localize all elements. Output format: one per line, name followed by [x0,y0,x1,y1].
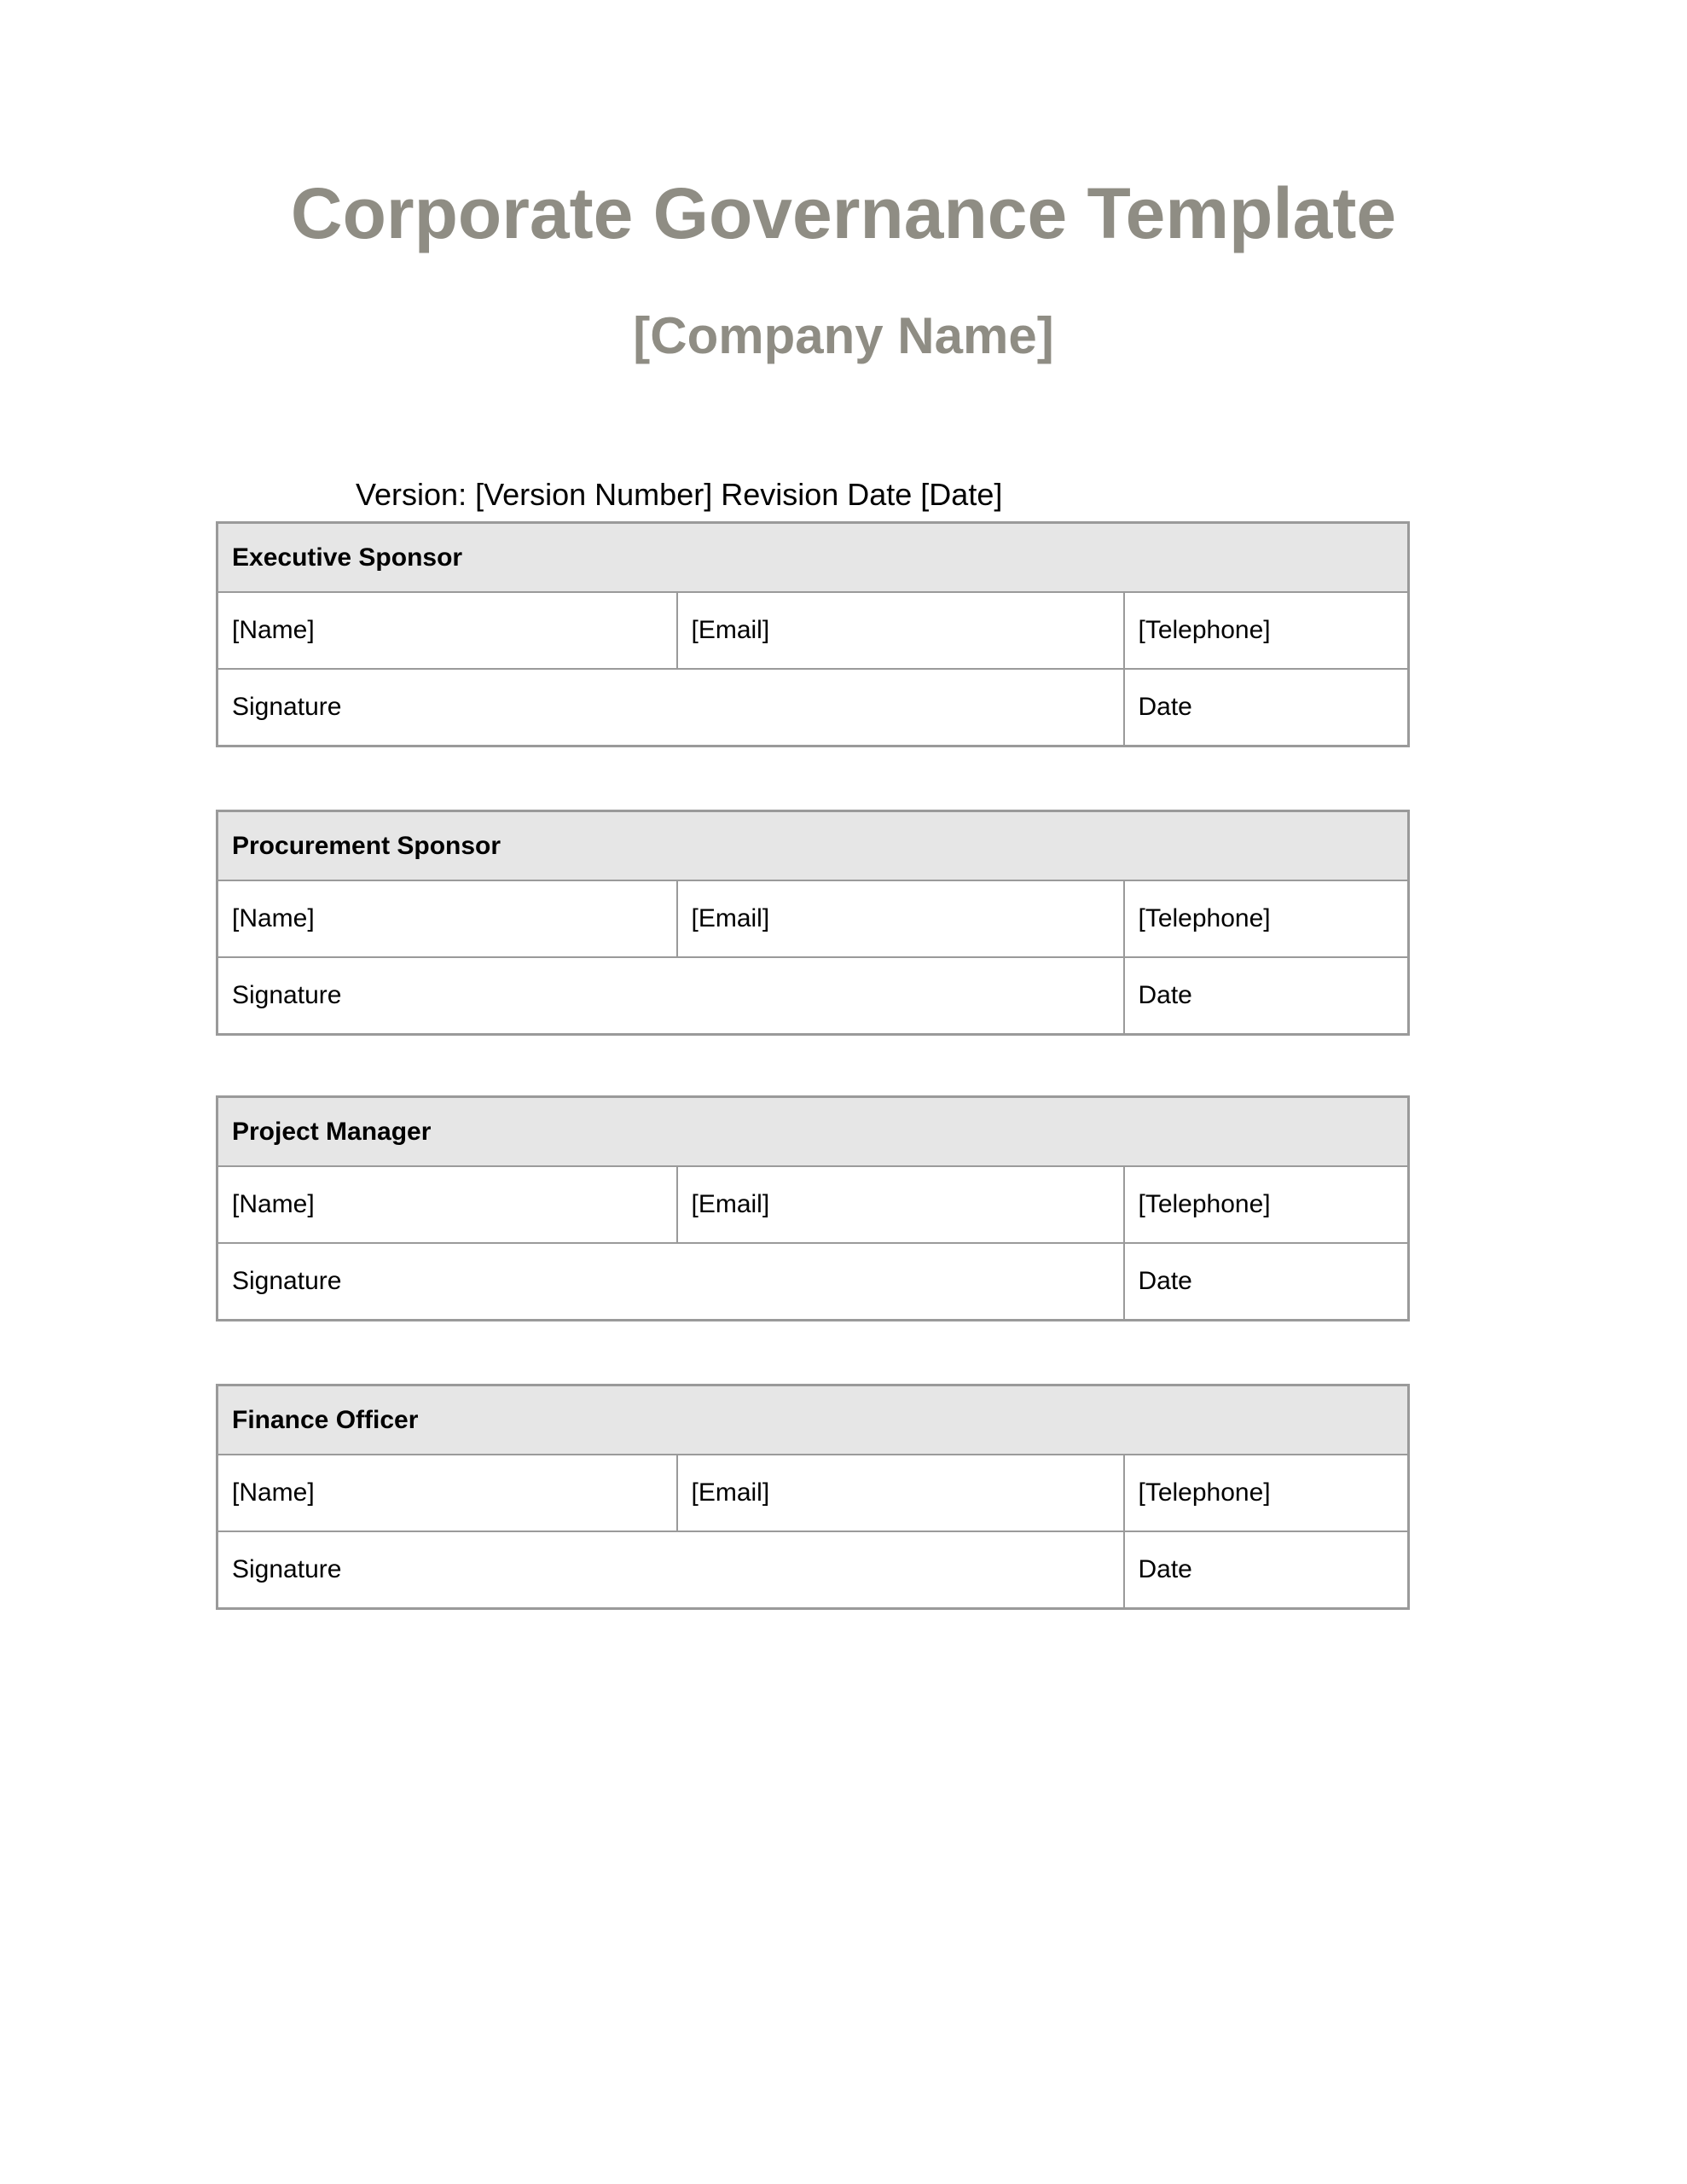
section-header-executive-sponsor [217,523,1409,593]
name-field[interactable] [217,592,677,669]
company-name-placeholder: [Company Name] [633,307,1054,364]
name-placeholder: [Name] [232,1190,315,1218]
email-placeholder: [Email] [691,904,770,932]
section-title: Finance Officer [232,1405,419,1434]
page-title: Corporate Governance Template [290,173,1397,253]
table-row [217,811,1409,881]
signature-label: Signature [232,1267,342,1295]
date-label: Date [1138,1555,1192,1583]
name-field[interactable] [217,880,677,957]
telephone-placeholder: [Telephone] [1138,1190,1271,1218]
table-row [217,1455,1409,1531]
date-label: Date [1138,981,1192,1009]
version-revision-line: Version: [Version Number] Revision Date [Date] [356,477,1003,512]
signature-field[interactable] [217,1243,1124,1321]
name-field[interactable] [217,1455,677,1531]
section-header-project-manager [217,1097,1409,1167]
name-placeholder: [Name] [232,616,315,644]
table-procurement-sponsor [216,810,1410,1036]
section-title: Executive Sponsor [232,543,463,572]
table-executive-sponsor [216,521,1410,747]
signature-field[interactable] [217,957,1124,1035]
signature-label: Signature [232,981,342,1009]
table-finance-officer [216,1384,1410,1610]
date-field[interactable] [1124,1243,1409,1321]
signature-label: Signature [232,693,342,721]
section-title: Project Manager [232,1117,432,1146]
table-row [217,880,1409,957]
telephone-field[interactable] [1124,880,1409,957]
section-header-finance-officer [217,1385,1409,1455]
date-label: Date [1138,1267,1192,1295]
section-title: Procurement Sponsor [232,831,501,860]
email-placeholder: [Email] [691,1478,770,1507]
telephone-field[interactable] [1124,592,1409,669]
email-field[interactable] [677,592,1124,669]
name-field[interactable] [217,1166,677,1243]
signature-field[interactable] [217,669,1124,746]
table-row [217,1243,1409,1321]
name-placeholder: [Name] [232,904,315,932]
signature-label: Signature [232,1555,342,1583]
email-field[interactable] [677,1166,1124,1243]
date-field[interactable] [1124,1531,1409,1609]
table-row [217,1097,1409,1167]
signature-field[interactable] [217,1531,1124,1609]
section-header-procurement-sponsor [217,811,1409,881]
table-row [217,1166,1409,1243]
date-label: Date [1138,693,1192,721]
telephone-placeholder: [Telephone] [1138,904,1271,932]
date-field[interactable] [1124,669,1409,746]
table-project-manager [216,1095,1410,1321]
table-row [217,1385,1409,1455]
name-placeholder: [Name] [232,1478,315,1507]
telephone-field[interactable] [1124,1166,1409,1243]
table-row [217,669,1409,746]
date-field[interactable] [1124,957,1409,1035]
email-placeholder: [Email] [691,616,770,644]
table-row [217,1531,1409,1609]
email-field[interactable] [677,1455,1124,1531]
email-field[interactable] [677,880,1124,957]
telephone-placeholder: [Telephone] [1138,616,1271,644]
table-row [217,592,1409,669]
telephone-field[interactable] [1124,1455,1409,1531]
email-placeholder: [Email] [691,1190,770,1218]
table-row [217,957,1409,1035]
telephone-placeholder: [Telephone] [1138,1478,1271,1507]
table-row [217,523,1409,593]
